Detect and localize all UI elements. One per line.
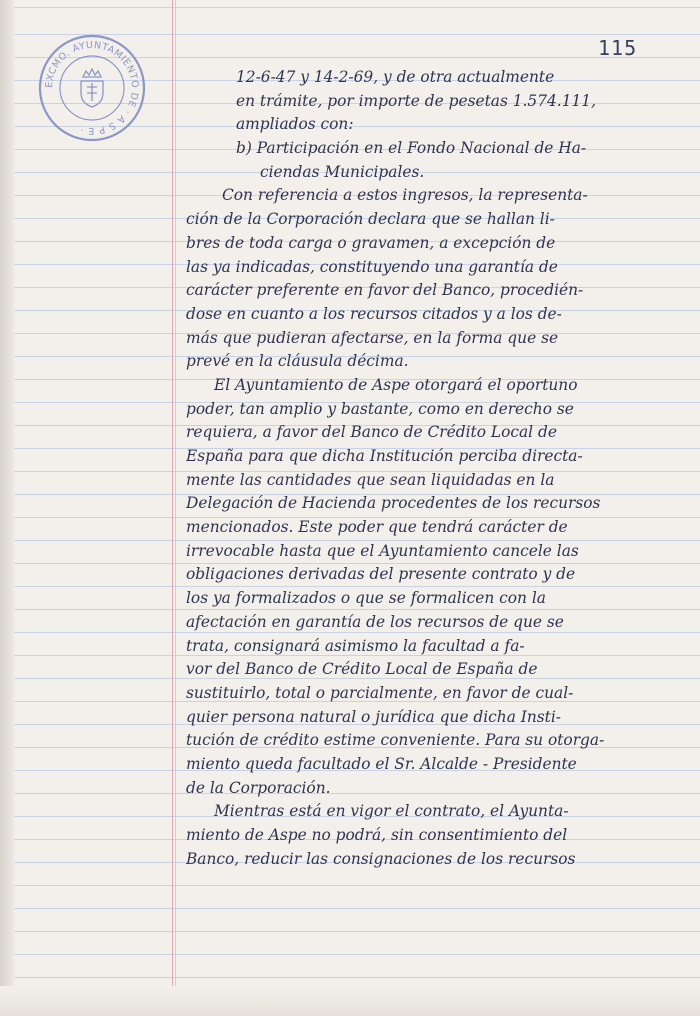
manuscript-line: sustituirlo, total o parcialmente, en favor de cual- (186, 683, 574, 702)
handwritten-body (186, 66, 686, 871)
manuscript-line: ción de la Corporación declara que se hallan li- (186, 210, 555, 229)
manuscript-line: tución de crédito estime conveniente. Para su otorga- (186, 731, 605, 750)
manuscript-line: quier persona natural o jurídica que dicha Insti- (186, 707, 561, 726)
manuscript-line: miento de Aspe no podrá, sin consentimiento del (186, 826, 568, 844)
manuscript-line: 12-6-47 y 14-2-69, y de otra actualmente (236, 68, 555, 86)
manuscript-line: vor del Banco de Crédito Local de España de (186, 660, 538, 679)
manuscript-line: mente las cantidades que sean liquidadas en la (186, 470, 555, 489)
manuscript-line: irrevocable hasta que el Ayuntamiento cancele las (186, 541, 579, 560)
page-number: 115 (598, 36, 638, 60)
manuscript-line: El Ayuntamiento de Aspe otorgará el oportuno (214, 375, 578, 394)
manuscript-line: bres de toda carga o gravamen, a excepción de (186, 233, 556, 252)
manuscript-line: ampliados con: (236, 115, 354, 134)
binding-edge (0, 0, 14, 1016)
manuscript-line: Delegación de Hacienda procedentes de los recursos (186, 494, 601, 513)
manuscript-line: Con referencia a estos ingresos, la representa- (222, 186, 588, 205)
manuscript-line: miento queda facultado el Sr. Alcalde - Presidente (186, 754, 577, 773)
manuscript-line: prevé en la cláusula décima. (186, 352, 409, 371)
margin-rule (172, 0, 173, 1016)
manuscript-line: en trámite, por importe de pesetas 1.574.111, (236, 91, 596, 110)
manuscript-line: ciendas Municipales. (260, 162, 425, 181)
margin-rule-inner (175, 0, 176, 1016)
manuscript-line: mencionados. Este poder que tendrá carácter de (186, 518, 568, 537)
manuscript-line: afectación en garantía de los recursos de que se (186, 612, 564, 631)
manuscript-line: obligaciones derivadas del presente contrato y de (186, 565, 576, 584)
stamp-text: EXCMO. AYUNTAMIENTO DE · A S P E · (43, 39, 141, 137)
manuscript-line: carácter preferente en favor del Banco, procedién- (186, 281, 584, 300)
manuscript-line: España para que dicha Institución perciba directa- (186, 447, 583, 465)
page-bottom-edge (0, 986, 700, 1016)
manuscript-line: las ya indicadas, constituyendo una garantía de (186, 257, 558, 276)
manuscript-line: requiera, a favor del Banco de Crédito Local de (186, 423, 557, 442)
manuscript-line: Banco, reducir las consignaciones de los recursos (186, 849, 576, 868)
municipal-seal-stamp (37, 33, 147, 143)
manuscript-line: b) Participación en el Fondo Nacional de Ha- (236, 139, 587, 158)
manuscript-line: Mientras está en vigor el contrato, el Ayunta- (214, 802, 569, 821)
manuscript-line: poder, tan amplio y bastante, como en derecho se (186, 399, 574, 418)
manuscript-line: trata, consignará asimismo la facultad a fa- (186, 636, 525, 655)
manuscript-line: dose en cuanto a los recursos citados y a los de- (186, 304, 562, 323)
manuscript-line: los ya formalizados o que se formalicen con la (186, 589, 546, 608)
manuscript-line: de la Corporación. (186, 778, 331, 797)
coat-of-arms-icon (81, 69, 103, 107)
manuscript-line: más que pudieran afectarse, en la forma que se (186, 328, 559, 347)
